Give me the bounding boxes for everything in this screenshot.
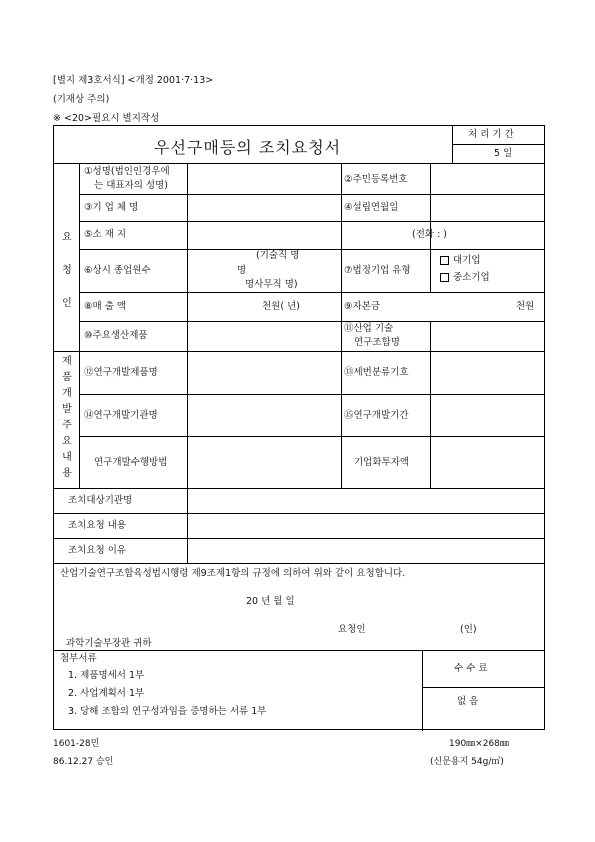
- association-label: ⑪산업 기술: [344, 323, 394, 334]
- sales-label: ⑧매 출 액: [84, 301, 127, 312]
- attachment-item: 3. 당해 조합의 연구성과임을 증명하는 서류 1부: [68, 706, 267, 717]
- addressee: 과학기술부장관 귀하: [66, 638, 152, 649]
- capital-label: ⑨자본금: [344, 301, 381, 312]
- attachment-item: 1. 제품명세서 1부: [68, 670, 145, 681]
- rd-method-label: 연구개발수행방법: [94, 457, 168, 468]
- paper-size: 190㎜×268㎜: [449, 739, 509, 749]
- checkbox-icon[interactable]: [440, 256, 449, 265]
- request-form: [53, 125, 545, 730]
- processing-period-label: 처 리 기 간: [468, 129, 514, 140]
- founded-label: ④설립연월일: [344, 202, 399, 213]
- large-company-option[interactable]: 대기업: [440, 255, 481, 267]
- tech-staff-label: (기술직 명: [256, 250, 300, 261]
- capital-unit: 천원: [516, 301, 535, 312]
- target-org-label: 조치대상기관명: [68, 495, 133, 506]
- company-label: ③기 업 체 명: [84, 202, 139, 213]
- fee-label: 수 수 료: [454, 663, 488, 674]
- request-reason-label: 조치요청 이유: [68, 545, 127, 556]
- fee-value: 없 음: [457, 696, 479, 707]
- form-note: (기재상 주의): [53, 94, 110, 105]
- employee-unit: 명: [237, 265, 247, 276]
- sales-unit: 천원( 년): [262, 301, 300, 312]
- attachments-title: 첨부서류: [60, 653, 97, 664]
- applicant-section-label: 요 청 인: [62, 232, 72, 309]
- name-label: ①성명(법인인경우에: [84, 166, 170, 177]
- applicant-signature-label: 요청인: [338, 624, 366, 635]
- legal-type-label: ⑦법정기업 유형: [344, 265, 411, 276]
- paper-type: (신문용지 54g/㎡): [430, 757, 504, 767]
- form-reference: [별지 제3호서식] <개정 2001·7·13>: [53, 75, 214, 86]
- form-note-2: ※ <20>필요시 별지작성: [53, 113, 160, 124]
- office-staff-label: 명사무직 명): [245, 279, 298, 290]
- request-statement: 산업기술연구조합육성법시행령 제9조제1항의 규정에 의하여 위와 같이 요청합니다.: [60, 568, 406, 579]
- rd-period-label: ⑮연구개발기간: [344, 410, 409, 421]
- product-section-label: 제 품 개 발 주 요 내 용: [62, 356, 72, 479]
- attachment-item: 2. 사업계획서 1부: [68, 688, 145, 699]
- main-product-label: ⑩주요생산제품: [84, 330, 148, 341]
- name-label-2: 는 대표자의 성명): [94, 180, 168, 191]
- form-code: 1601-28민: [53, 739, 100, 749]
- date-line: 20 년 월 일: [246, 596, 295, 607]
- rd-product-label: ⑫연구개발제품명: [84, 367, 158, 378]
- investment-label: 기업화투자액: [354, 457, 410, 468]
- resident-no-label: ②주민등록번호: [344, 174, 408, 185]
- phone-label: (전화 : ): [412, 229, 448, 240]
- approval-date: 86.12.27 승인: [53, 757, 114, 767]
- employees-label: ⑥상시 종업원수: [84, 265, 151, 276]
- rd-org-label: ⑭연구개발기관명: [84, 410, 158, 421]
- address-label: ⑤소 재 지: [84, 229, 127, 240]
- form-title: 우선구매등의 조치요청서: [154, 138, 342, 157]
- processing-period-value: 5 일: [494, 148, 513, 159]
- seal-mark: (인): [460, 624, 477, 635]
- request-content-label: 조치요청 내용: [68, 520, 127, 531]
- association-label-2: 연구조합명: [354, 337, 400, 348]
- subclass-label: ⑬세번분류기호: [344, 367, 409, 378]
- sme-option[interactable]: 중소기업: [440, 272, 490, 284]
- checkbox-icon[interactable]: [440, 273, 449, 282]
